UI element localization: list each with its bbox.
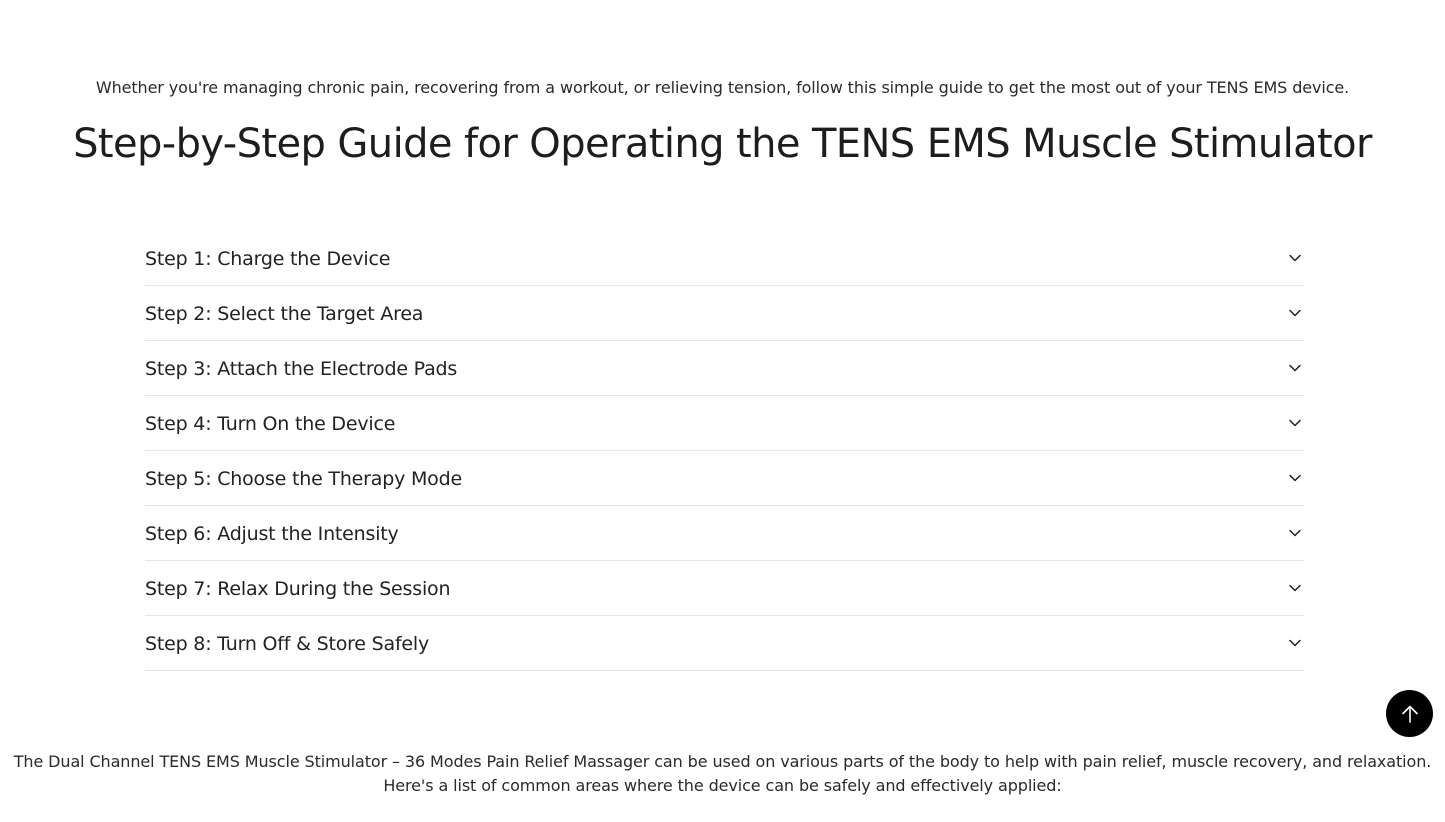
step-label: Step 6: Adjust the Intensity <box>145 522 399 545</box>
accordion-step-2[interactable] <box>145 286 1304 341</box>
step-label: Step 7: Relax During the Session <box>145 577 451 600</box>
chevron-down-icon <box>1287 525 1303 541</box>
body-areas-intro <box>0 750 1445 798</box>
step-label: Step 5: Choose the Therapy Mode <box>145 467 462 490</box>
step-label: Step 1: Charge the Device <box>145 247 391 270</box>
intro-text: Whether you're managing chronic pain, recovering from a workout, or relieving tension, follow this simple guide to get the most out of your TENS EMS device. <box>95 78 1350 97</box>
accordion-step-7[interactable] <box>145 561 1304 616</box>
steps-accordion <box>145 231 1304 671</box>
outro-line-2: Here's a list of common areas where the device can be safely and effectively applied: <box>383 776 1062 795</box>
chevron-down-icon <box>1287 305 1303 321</box>
accordion-step-3[interactable] <box>145 341 1304 396</box>
chevron-down-icon <box>1287 250 1303 266</box>
step-label: Step 4: Turn On the Device <box>145 412 396 435</box>
outro-line-1: The Dual Channel TENS EMS Muscle Stimulator – 36 Modes Pain Relief Massager can be used on various parts of the body to help with pain relief, muscle recovery, and relaxation. <box>13 752 1432 771</box>
chevron-down-icon <box>1287 415 1303 431</box>
accordion-step-8[interactable] <box>145 616 1304 671</box>
chevron-down-icon <box>1287 635 1303 651</box>
accordion-step-4[interactable] <box>145 396 1304 451</box>
chevron-down-icon <box>1287 580 1303 596</box>
accordion-step-1[interactable] <box>145 231 1304 286</box>
step-label: Step 2: Select the Target Area <box>145 302 424 325</box>
step-label: Step 8: Turn Off & Store Safely <box>145 632 430 655</box>
chevron-down-icon <box>1287 360 1303 376</box>
step-label: Step 3: Attach the Electrode Pads <box>145 357 458 380</box>
accordion-step-5[interactable] <box>145 451 1304 506</box>
back-to-top-button[interactable] <box>1386 690 1433 737</box>
chevron-down-icon <box>1287 470 1303 486</box>
accordion-step-6[interactable] <box>145 506 1304 561</box>
page-title: Step-by-Step Guide for Operating the TENS EMS Muscle Stimulator <box>73 121 1372 167</box>
arrow-up-icon <box>1399 703 1421 725</box>
